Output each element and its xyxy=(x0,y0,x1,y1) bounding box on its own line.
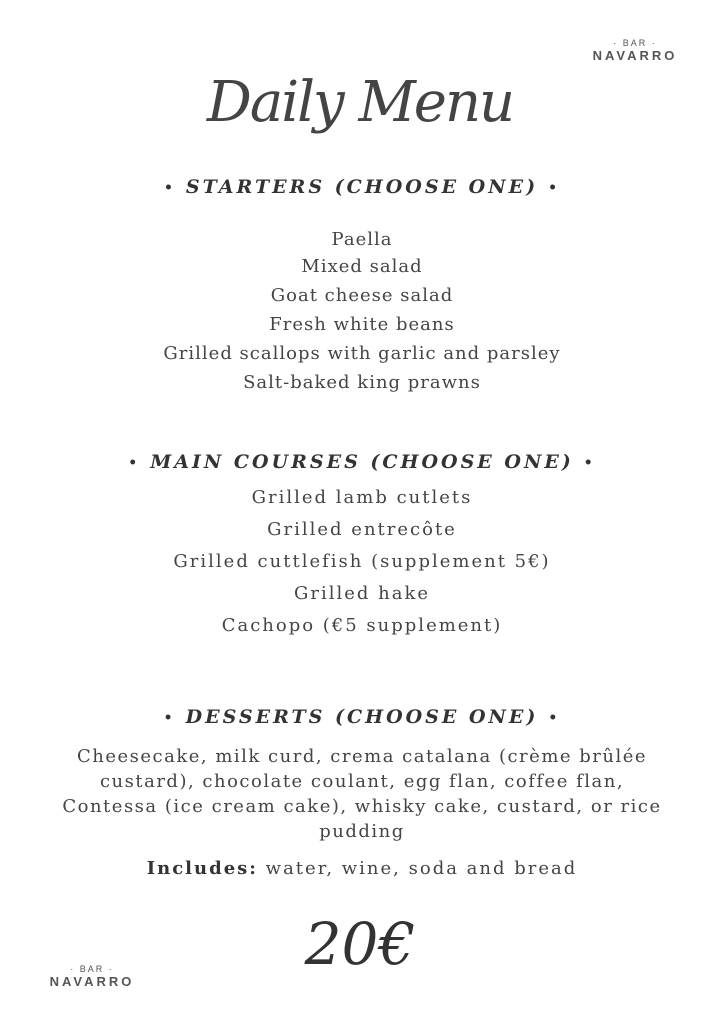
starters-heading xyxy=(0,176,724,198)
bullet-icon: • xyxy=(163,180,176,196)
list-item: Goat cheese salad xyxy=(270,285,454,306)
list-item: Grilled cuttlefish (supplement 5€) xyxy=(173,551,551,572)
logo-bar-text: · BAR · xyxy=(613,38,657,48)
logo-bar-text: · BAR · xyxy=(70,964,114,974)
list-item: Grilled scallops with garlic and parsley xyxy=(163,343,561,364)
list-item: Paella xyxy=(331,229,393,250)
desserts-text: Cheesecake, milk curd, crema catalana (crème brûlée custard), chocolate coulant, egg flan, coffee flan, Contessa (ice cream cake), whisky cake, custard, or rice pudding xyxy=(62,746,662,842)
logo-bottom xyxy=(44,964,140,989)
includes-line xyxy=(0,858,724,879)
list-item: Mixed salad xyxy=(301,256,423,277)
main-courses-heading xyxy=(0,451,724,473)
includes-label: Includes: xyxy=(146,858,258,879)
list-item: Grilled hake xyxy=(293,583,431,604)
list-item: Grilled entrecôte xyxy=(267,519,457,540)
starters-title: STARTERS (CHOOSE ONE) xyxy=(185,176,539,198)
logo-name: NAVARRO xyxy=(592,48,678,63)
list-item: Fresh white beans xyxy=(269,314,455,335)
bullet-icon: • xyxy=(583,455,596,471)
desserts-title: DESSERTS (CHOOSE ONE) xyxy=(185,706,539,728)
bullet-icon: • xyxy=(163,710,176,726)
bullet-icon: • xyxy=(548,710,561,726)
list-item: Cachopo (€5 supplement) xyxy=(221,615,503,636)
page-title: Daily Menu xyxy=(206,70,514,135)
price: 20€ xyxy=(304,910,416,978)
includes-text: water, wine, soda and bread xyxy=(265,858,578,879)
main-courses-title: MAIN COURSES (CHOOSE ONE) xyxy=(150,451,574,473)
list-item: Grilled lamb cutlets xyxy=(251,487,473,508)
logo-top xyxy=(588,38,682,63)
main-courses-list xyxy=(0,482,724,642)
list-item: Salt-baked king prawns xyxy=(243,372,481,393)
bullet-icon: • xyxy=(128,455,141,471)
starters-list xyxy=(0,228,724,397)
desserts-heading xyxy=(0,706,724,728)
bullet-icon: • xyxy=(548,180,561,196)
logo-name: NAVARRO xyxy=(49,974,135,989)
